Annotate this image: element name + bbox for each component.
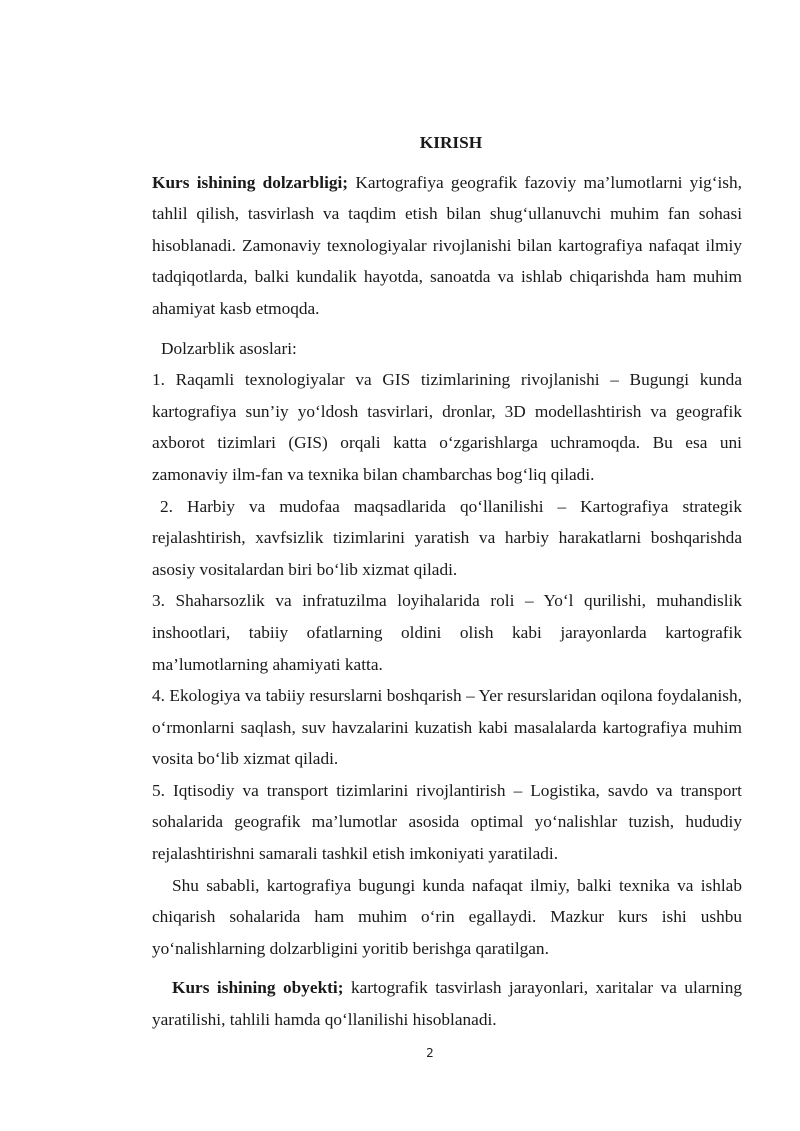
conclusion-paragraph: Shu sababli, kartografiya bugungi kunda nafaqat ilmiy, balki texnika va ishlab chiqarish sohalarida ham muhim o‘rin egallaydi. Mazkur kurs ishi ushbu yo‘nalishlarning dolzarbligini yoritib berishga qaratilgan. xyxy=(152,875,742,958)
object-lead: Kurs ishining obyekti; xyxy=(172,978,344,998)
relevance-lead: Kurs ishining dolzarbligi; xyxy=(152,172,349,192)
document-page xyxy=(152,127,742,1036)
list-item-2: 2. Harbiy va mudofaa maqsadlarida qo‘llanilishi – Kartografiya strategik rejalashtirish, xavfsizlik tizimlarini yaratish va harbiy harakatlarni boshqarishda asosiy vositalardan biri bo‘lib xizmat qiladi. xyxy=(152,496,742,579)
relevance-basis-heading: Dolzarblik asoslari: xyxy=(161,338,297,358)
relevance-text: Kartografiya geografik fazoviy ma’lumotlarni yig‘ish, tahlil qilish, tasvirlash va taqdim etish bilan shug‘ullanuvchi muhim fan sohasi hisoblanadi. Zamonaviy texnologiyalar rivojlanishi bilan kartografiya nafaqat ilmiy tadqiqotlarda, balki kundalik hayotda, sanoatda va ishlab chiqarishda ham muhim ahamiyat kasb etmoqda. xyxy=(152,172,742,318)
list-item-4: 4. Ekologiya va tabiiy resurslarni boshqarish – Yer resurslaridan oqilona foydalanish, o‘rmonlarni saqlash, suv havzalarini kuzatish kabi masalalarda kartografiya muhim vosita bo‘lib xizmat qiladi. xyxy=(152,686,742,769)
relevance-paragraph xyxy=(152,167,742,325)
list-item-1: 1. Raqamli texnologiyalar va GIS tizimlarining rivojlanishi – Bugungi kunda kartografiya sun’iy yo‘ldosh tasvirlari, dronlar, 3D modellashtirish va geografik axborot tizimlari (GIS) orqali katta o‘zgarishlarga uchramoqda. Bu esa uni zamonaviy ilm-fan va texnika bilan chambarchas bog‘liq qiladi. xyxy=(152,370,742,484)
section-title: KIRISH xyxy=(419,133,483,152)
list-item-3: 3. Shaharsozlik va infratuzilma loyihalarida roli – Yo‘l qurilishi, muhandislik inshootlari, tabiiy ofatlarning oldini olish kabi jarayonlarda kartografik ma’lumotlarning ahamiyati katta. xyxy=(152,591,742,674)
page-number: 2 xyxy=(426,1046,434,1060)
object-paragraph xyxy=(152,972,742,1035)
object-text: kartografik tasvirlash jarayonlari, xaritalar va ularning yaratilishi, tahlili hamda qo‘llanilishi hisoblanadi. xyxy=(152,978,742,1030)
list-item-5: 5. Iqtisodiy va transport tizimlarini rivojlantirish – Logistika, savdo va transport sohalarida geografik ma’lumotlar asosida optimal yo‘nalishlar tuzish, hududiy rejalashtirishni samarali tashkil etish imkoniyati yaratiladi. xyxy=(152,780,742,864)
